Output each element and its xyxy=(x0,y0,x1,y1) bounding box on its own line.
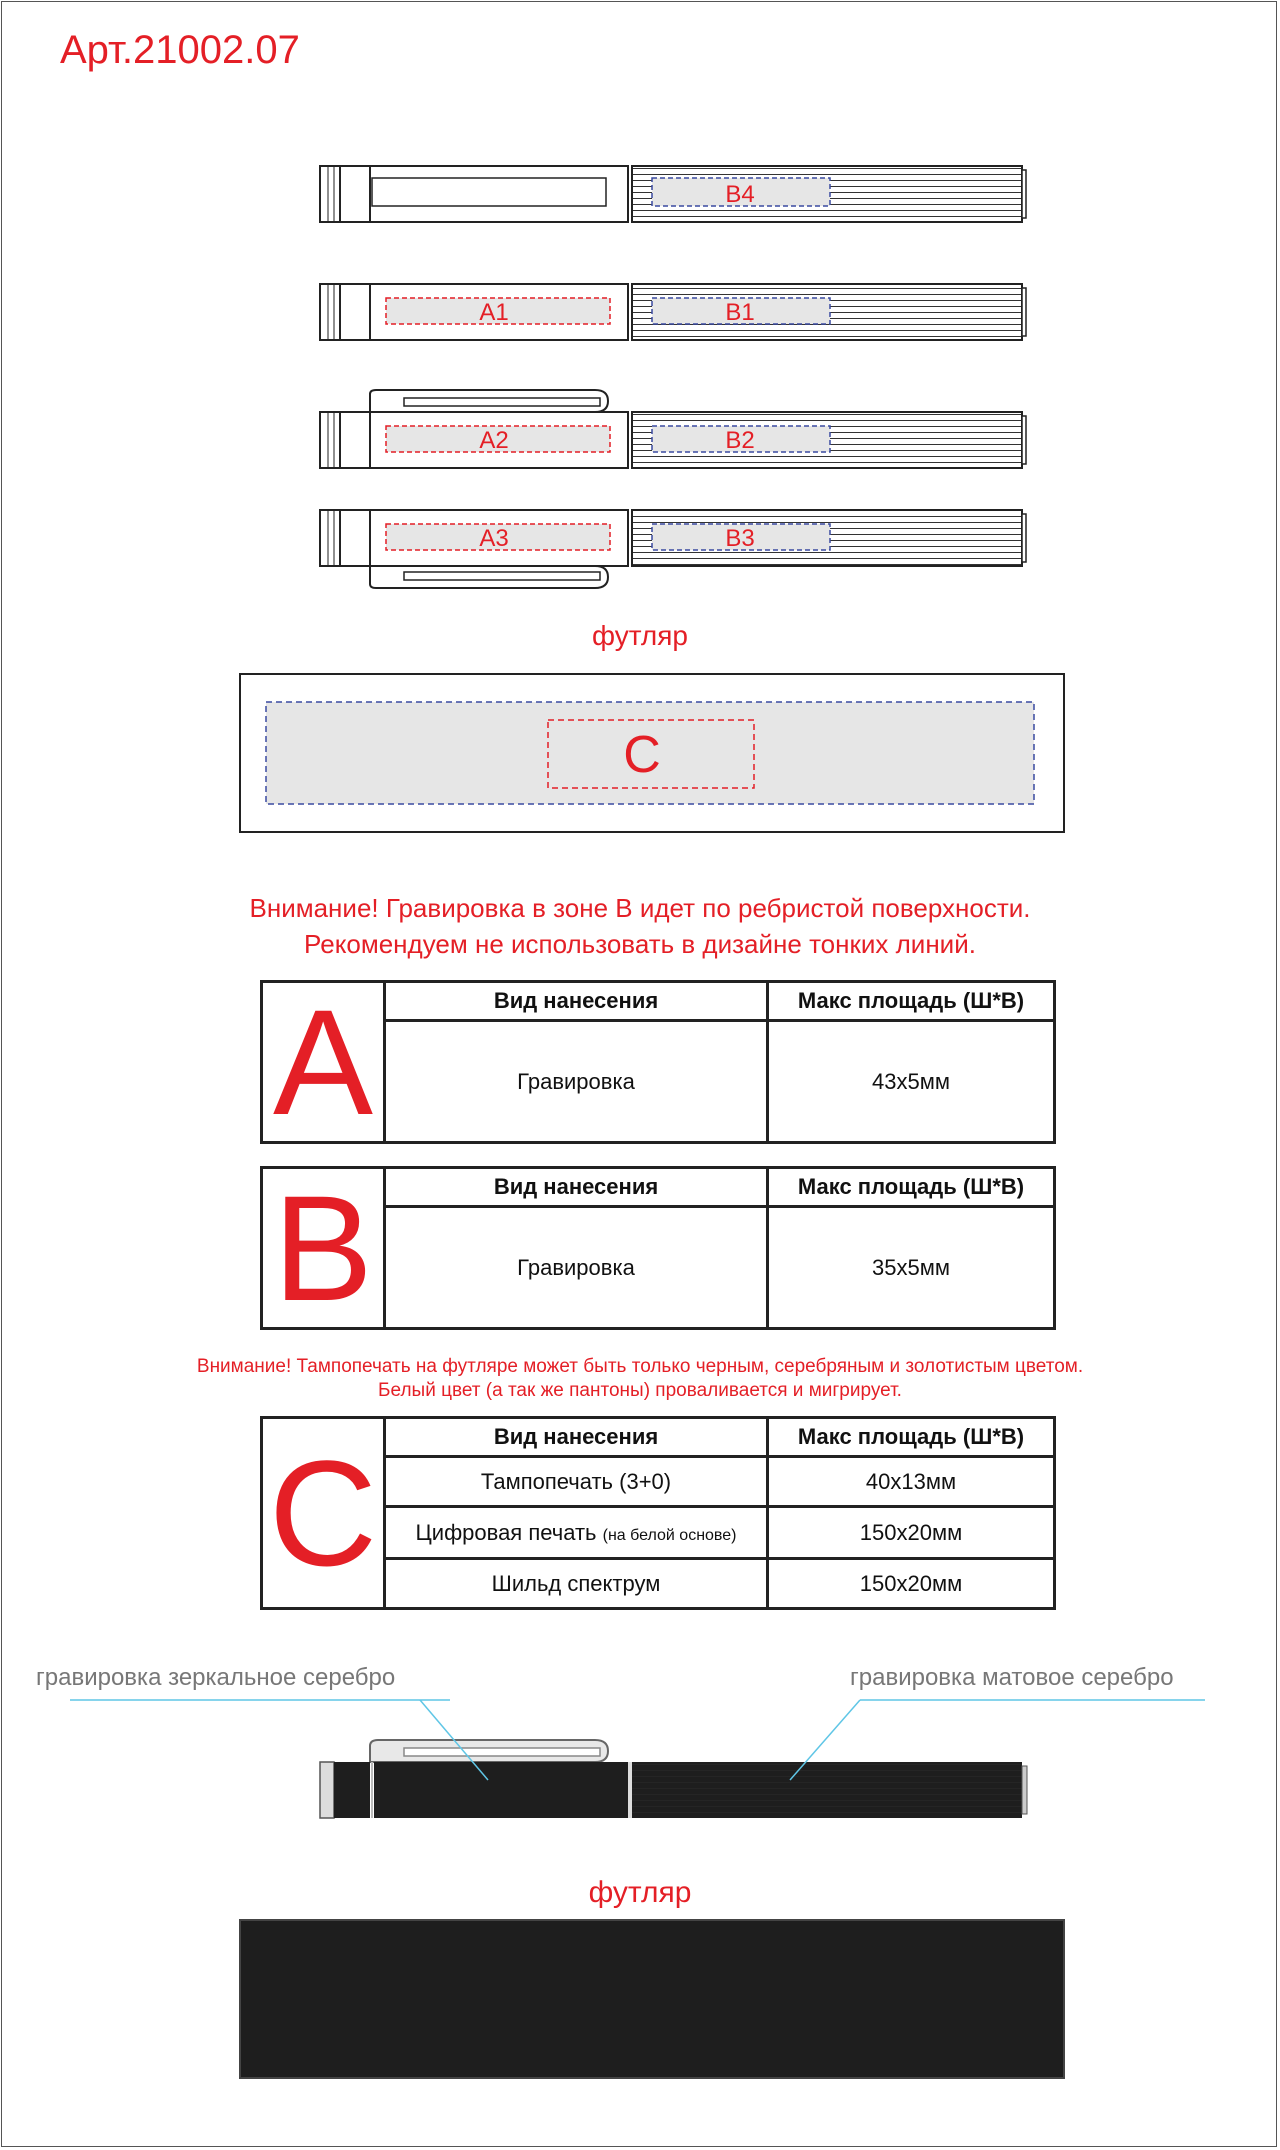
zone-label-b1: B1 xyxy=(725,299,755,326)
table-c-area-3: 150x20мм xyxy=(768,1559,1055,1609)
table-b-method: Гравировка xyxy=(385,1207,768,1329)
table-a-col-area: Макс площадь (Ш*В) xyxy=(768,982,1055,1021)
case-label-top: футляр xyxy=(591,620,688,651)
table-a-method: Гравировка xyxy=(385,1021,768,1143)
zone-label-b3: B3 xyxy=(725,525,755,552)
case-label-bottom: футляр xyxy=(588,1876,692,1909)
zone-label-b4: B4 xyxy=(725,181,755,208)
table-a-col-method: Вид нанесения xyxy=(385,982,768,1021)
table-c-method-1: Тампопечать (3+0) xyxy=(385,1457,768,1507)
case-render xyxy=(240,1920,1064,2078)
zone-label-c: C xyxy=(623,726,661,784)
pen-view-2 xyxy=(320,284,1026,340)
spec-table-c xyxy=(260,1416,1056,1610)
case-outline xyxy=(240,674,1064,832)
warning-zone-b xyxy=(0,890,1280,962)
table-b-letter: B xyxy=(262,1168,385,1329)
table-b-area: 35x5мм xyxy=(768,1207,1055,1329)
zone-label-b2: B2 xyxy=(725,427,755,454)
table-a-letter: A xyxy=(262,982,385,1143)
table-c-method-3: Шильд спектрум xyxy=(385,1559,768,1609)
table-c-method-2: Цифровая печать (на белой основе) xyxy=(385,1507,768,1559)
warning-zone-c-line-1: Внимание! Тампопечать на футляре может быть только черным, серебряным и золотистым цветом. xyxy=(196,1356,1084,1377)
table-b-col-area: Макс площадь (Ш*В) xyxy=(768,1168,1055,1207)
table-b-col-method: Вид нанесения xyxy=(385,1168,768,1207)
table-c-col-method: Вид нанесения xyxy=(385,1418,768,1457)
table-c-col-area: Макс площадь (Ш*В) xyxy=(768,1418,1055,1457)
spec-table-a xyxy=(260,980,1056,1144)
pen-render xyxy=(70,1700,1205,1818)
spec-table-b xyxy=(260,1166,1056,1330)
pen-view-4 xyxy=(320,510,1026,588)
table-c-letter: C xyxy=(262,1418,385,1609)
zone-label-a3: A3 xyxy=(479,525,509,552)
warning-zone-b-line-2: Рекомендуем не использовать в дизайне тонких линий. xyxy=(304,929,976,959)
table-c-area-2: 150x20мм xyxy=(768,1507,1055,1559)
table-c-area-1: 40x13мм xyxy=(768,1457,1055,1507)
warning-zone-b-line-1: Внимание! Гравировка в зоне B идет по ребристой поверхности. xyxy=(249,893,1031,923)
annotation-mirror-silver: гравировка зеркальное серебро xyxy=(36,1664,396,1691)
zone-label-a2: A2 xyxy=(479,427,509,454)
pen-view-1 xyxy=(320,166,1026,222)
zone-label-a1: A1 xyxy=(479,299,509,326)
pen-view-3 xyxy=(320,390,1026,468)
article-number: Арт.21002.07 xyxy=(60,28,300,72)
annotation-matte-silver: гравировка матовое серебро xyxy=(850,1664,1174,1691)
warning-zone-c xyxy=(0,1355,1280,1403)
warning-zone-c-line-2: Белый цвет (а так же пантоны) проваливается и мигрирует. xyxy=(378,1380,902,1401)
table-a-area: 43x5мм xyxy=(768,1021,1055,1143)
